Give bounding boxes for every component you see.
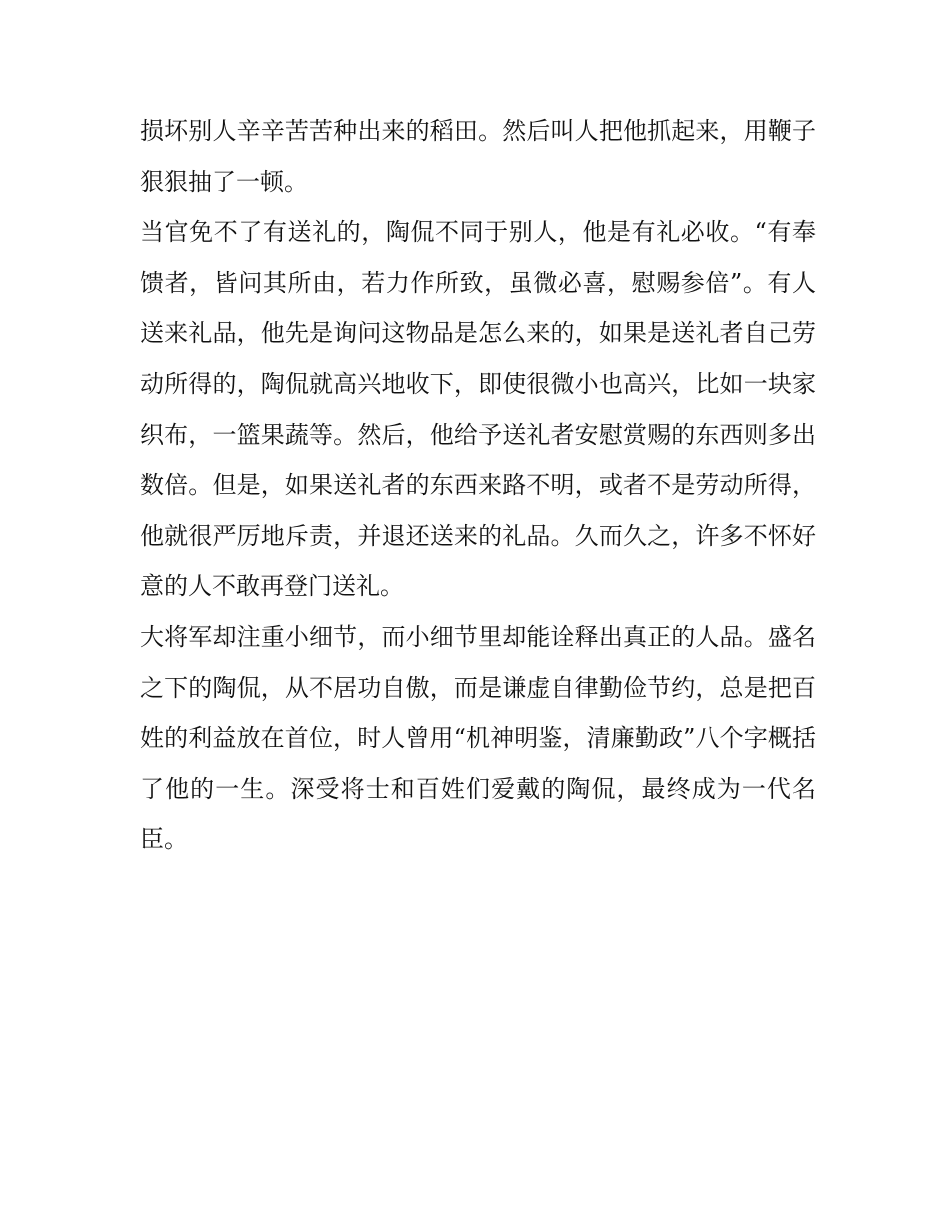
paragraph-1: 损坏别人辛辛苦苦种出来的稻田。然后叫人把他抓起来，用鞭子狠狠抽了一顿。 bbox=[140, 117, 816, 196]
paragraph-3: 大将军却注重小细节，而小细节里却能诠释出真正的人品。盛名之下的陶侃，从不居功自傲，而是谦虚自律勤俭节约，总是把百姓的利益放在首位，时人曾用“机神明鉴，清廉勤政”八个字概括了他的一生。深受将士和百姓们爱戴的陶侃，最终成为一代名臣。 bbox=[140, 622, 816, 854]
paragraph-2: 当官免不了有送礼的，陶侃不同于别人，他是有礼必收。“有奉馈者，皆问其所由，若力作所致，虽微必喜，慰赐参倍”。有人送来礼品，他先是询问这物品是怎么来的，如果是送礼者自己劳动所得的，陶侃就高兴地收下，即使很微小也高兴，比如一块家织布，一篮果蔬等。然后，他给予送礼者安慰赏赐的东西则多出数倍。但是，如果送礼者的东西来路不明，或者不是劳动所得，他就很严厉地斥责，并退还送来的礼品。久而久之，许多不怀好意的人不敢再登门送礼。 bbox=[140, 218, 816, 601]
body-text bbox=[140, 106, 816, 865]
